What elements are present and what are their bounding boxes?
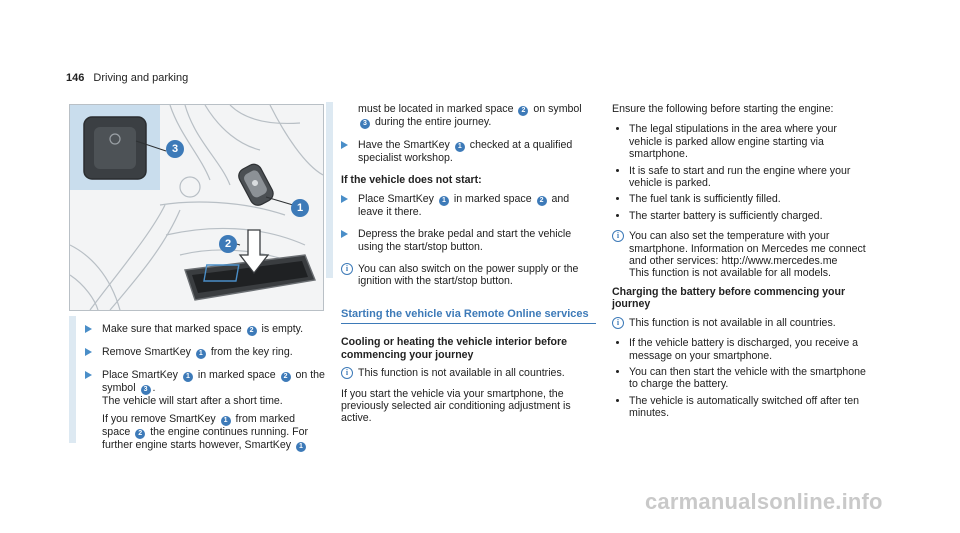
step-arrow-icon — [85, 371, 92, 379]
note-countries-2: i This function is not available in all countries. — [612, 317, 872, 329]
info-icon: i — [612, 230, 624, 242]
subheading-charging: Charging the battery before commencing your journey — [612, 285, 846, 311]
callout-3: 3 — [166, 140, 184, 158]
step-note: If you remove SmartKey 1 from marked space 2 the engine continues running. For further engine starts however, SmartKey 1 — [102, 413, 309, 452]
callout-2: 2 — [219, 235, 237, 253]
step-check-space: Make sure that marked space 2 is empty. — [85, 323, 325, 336]
continued-text: must be located in marked space 2 on symbol 3 during the entire journey. — [358, 103, 582, 128]
step-check-workshop: Have the SmartKey 1 checked at a qualified specialist workshop. — [341, 139, 596, 164]
step-arrow-icon — [85, 348, 92, 356]
step-arrow-icon — [341, 230, 348, 238]
list-item: The starter battery is sufficiently charged. — [612, 210, 872, 222]
column-1 — [85, 323, 325, 462]
list-item: The legal stipulations in the area where your vehicle is parked allow engine starting via smartphone. — [612, 123, 872, 160]
note-countries: i This function is not available in all countries. — [341, 367, 596, 379]
watermark: carmanualsonline.info — [645, 489, 883, 514]
step-arrow-icon — [341, 141, 348, 149]
subheading-no-start: If the vehicle does not start: — [341, 174, 482, 187]
page-header — [66, 72, 188, 84]
console-drawing — [70, 105, 323, 310]
list-item: If the vehicle battery is discharged, you receive a message on your smartphone. — [612, 337, 872, 362]
paragraph-smartphone: If you start the vehicle via your smartphone, the previously selected air conditioning adjustment is active. — [341, 387, 571, 425]
list-item: You can then start the vehicle with the smartphone to charge the battery. — [612, 366, 872, 391]
info-icon: i — [612, 317, 624, 329]
list-item: The fuel tank is sufficiently filled. — [612, 193, 872, 205]
column-3 — [612, 103, 872, 424]
smartkey-illustration — [69, 104, 324, 311]
callout-2-inline: 2 — [247, 326, 257, 336]
sidebar-col2 — [326, 102, 333, 278]
info-icon: i — [341, 367, 353, 379]
callout-1-inline: 1 — [196, 349, 206, 359]
step-remove-key: Remove SmartKey 1 from the key ring. — [85, 346, 325, 359]
step-place-key: Place SmartKey 1 in marked space 2 on the symbol 3 . The vehicle will start after a short time. If you remove SmartKey 1 from marked space 2 the engine continues running. For further engine starts however, SmartKey 1 — [85, 369, 325, 452]
info-icon: i — [341, 263, 353, 275]
page-number: 146 — [66, 72, 85, 84]
note-power-supply: i You can also switch on the power supply or the ignition with the start/stop button. — [341, 263, 596, 288]
step-depress-brake: Depress the brake pedal and start the vehicle using the start/stop button. — [341, 228, 596, 253]
step-place-key-again: Place SmartKey 1 in marked space 2 and leave it there. — [341, 193, 596, 218]
step-result: The vehicle will start after a short time. — [102, 395, 283, 407]
step-arrow-icon — [85, 325, 92, 333]
page-title: Driving and parking — [93, 72, 189, 84]
section-heading-remote: Starting the vehicle via Remote Online services — [341, 308, 596, 325]
sidebar-col1 — [69, 316, 76, 443]
callout-1: 1 — [291, 199, 309, 217]
step-arrow-icon — [341, 195, 348, 203]
list-item: It is safe to start and run the engine where your vehicle is parked. — [612, 165, 872, 190]
column-2 — [341, 103, 596, 433]
subheading-cooling: Cooling or heating the vehicle interior before commencing your journey — [341, 336, 568, 361]
paragraph-ensure: Ensure the following before starting the engine: — [612, 103, 834, 115]
list-item: The vehicle is automatically switched off after ten minutes. — [612, 395, 872, 420]
note-temperature: i You can also set the temperature with your smartphone. Information on Mercedes me connect and other services: http://www.mercedes.me This function is not available for all models. — [612, 230, 872, 280]
